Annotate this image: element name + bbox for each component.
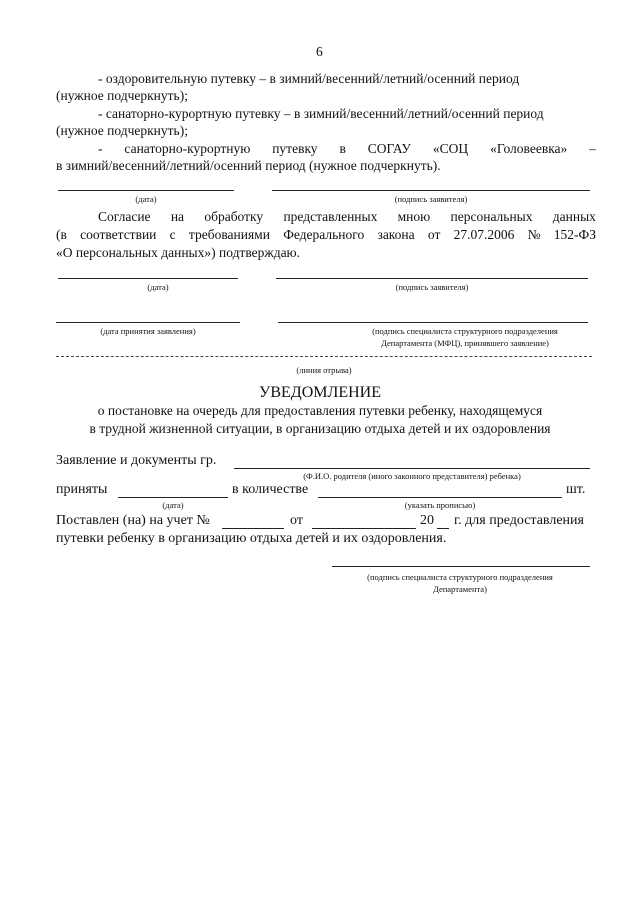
pieces-label: шт. bbox=[566, 482, 586, 497]
notice-subtitle-1: о постановке на очередь для предоставления путевки ребенку, находящемуся bbox=[97, 403, 543, 418]
docs-label: Заявление и документы гр. bbox=[56, 453, 217, 468]
consent-line-3: «О персональных данных») подтверждаю. bbox=[56, 245, 301, 260]
applicant-name-line[interactable] bbox=[234, 468, 590, 469]
quantity-line[interactable] bbox=[318, 497, 562, 498]
option-sanatorium-voucher: - санаторно-курортную путевку – в зимний/весенний/летний/осенний период bbox=[98, 106, 544, 121]
tear-line-caption: (линия отрыва) bbox=[296, 365, 352, 375]
notice-subtitle-2: в трудной жизненной ситуации, в организацию отдыха детей и их оздоровления bbox=[89, 421, 551, 436]
accepted-label: приняты bbox=[56, 482, 108, 497]
acceptance-date-line[interactable] bbox=[56, 322, 240, 323]
specialist-signature-line[interactable] bbox=[278, 322, 588, 323]
signature-caption-1: (подпись заявителя) bbox=[394, 194, 468, 204]
specialist-caption-line-1: (подпись специалиста структурного подразделения bbox=[372, 326, 558, 336]
page-number: 6 bbox=[316, 44, 323, 59]
option-recreational-note: (нужное подчеркнуть); bbox=[56, 88, 188, 103]
registration-year-line[interactable] bbox=[437, 528, 449, 529]
option-sanatorium-note: (нужное подчеркнуть); bbox=[56, 123, 188, 138]
final-signature-caption-2: Департамента) bbox=[433, 584, 487, 594]
quantity-caption: (указать прописью) bbox=[404, 500, 476, 510]
signature-caption-2: (подпись заявителя) bbox=[395, 282, 469, 292]
registration-tail: г. для предоставления bbox=[454, 513, 584, 528]
consent-line-2: (в соответствии с требованиями Федерального закона от 27.07.2006 № 152-ФЗ bbox=[56, 227, 596, 242]
option-sogau-voucher: - санаторно-курортную путевку в СОГАУ «СОЦ «Головеевка» – bbox=[98, 141, 596, 156]
final-signature-caption-1: (подпись специалиста структурного подразделения bbox=[367, 572, 553, 582]
option-recreational-voucher: - оздоровительную путевку – в зимний/весенний/летний/осенний период bbox=[98, 71, 520, 86]
registration-from-label: от bbox=[290, 513, 303, 528]
notice-title: УВЕДОМЛЕНИЕ bbox=[259, 384, 381, 401]
final-signature-line[interactable] bbox=[332, 566, 590, 567]
registration-date-line[interactable] bbox=[312, 528, 416, 529]
acceptance-date-caption: (дата принятия заявления) bbox=[100, 326, 196, 336]
applicant-name-caption: (Ф.И.О. родителя (иного законного представителя) ребенка) bbox=[303, 471, 521, 481]
date-line-2[interactable] bbox=[58, 278, 238, 279]
specialist-caption-line-2: Департамента (МФЦ), принявшего заявление) bbox=[381, 338, 549, 348]
registration-year-label: 20 bbox=[420, 513, 434, 528]
signature-line-1[interactable] bbox=[272, 190, 590, 191]
registration-label: Поставлен (на) на учет № bbox=[56, 513, 210, 528]
date-caption-1: (дата) bbox=[135, 194, 157, 204]
accepted-date-line[interactable] bbox=[118, 497, 228, 498]
option-sogau-note: в зимний/весенний/летний/осенний период (нужное подчеркнуть). bbox=[56, 158, 441, 173]
date-caption-2: (дата) bbox=[147, 282, 169, 292]
quantity-label: в количестве bbox=[232, 482, 309, 497]
signature-line-2[interactable] bbox=[276, 278, 588, 279]
registration-number-line[interactable] bbox=[222, 528, 284, 529]
tear-line bbox=[56, 356, 592, 357]
accepted-date-caption: (дата) bbox=[162, 500, 184, 510]
registration-line-2: путевки ребенку в организацию отдыха детей и их оздоровления. bbox=[56, 531, 447, 546]
consent-line-1: Согласие на обработку представленных мною персональных данных bbox=[98, 209, 596, 224]
date-line-1[interactable] bbox=[58, 190, 234, 191]
